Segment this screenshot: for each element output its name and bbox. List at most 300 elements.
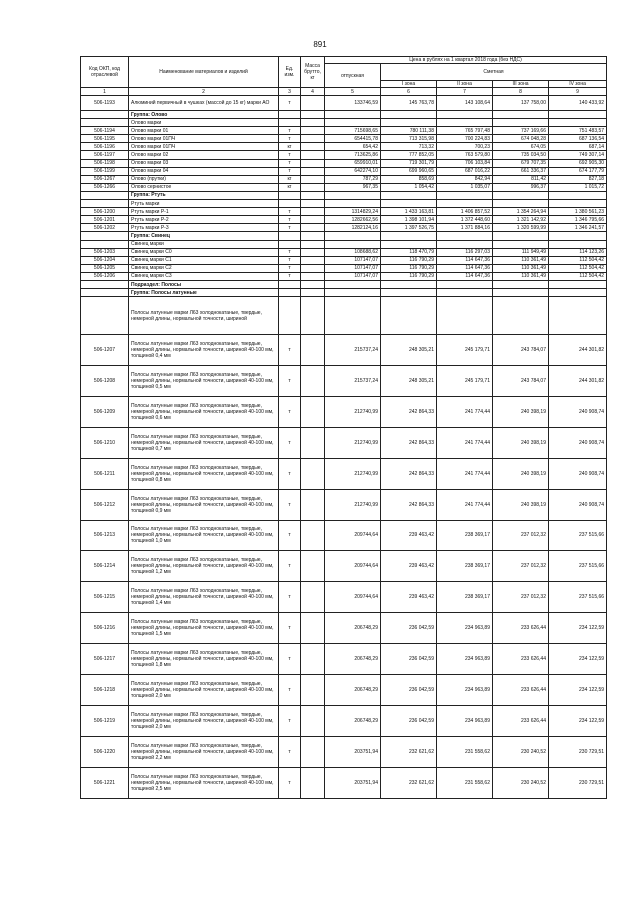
cell-release: 206748,29	[325, 644, 381, 675]
cell-mass	[301, 167, 325, 175]
column-number: 6	[381, 88, 437, 96]
cell-zone-2: 238 369,17	[437, 520, 493, 551]
cell-mass	[301, 151, 325, 159]
cell-zone-1: 239 463,42	[381, 582, 437, 613]
cell-unit: т	[279, 167, 301, 175]
cell-zone-1: 248 305,21	[381, 366, 437, 397]
cell-zone-3: 110 361,49	[493, 272, 549, 280]
table-row	[81, 175, 607, 183]
cell-empty	[301, 280, 325, 288]
cell-zone-1: 242 864,33	[381, 427, 437, 458]
cell-empty	[301, 200, 325, 208]
cell-code: 506-1208	[81, 366, 129, 397]
cell-empty	[549, 111, 607, 119]
cell-code	[81, 200, 129, 208]
table-row	[81, 335, 607, 366]
cell-mass	[301, 127, 325, 135]
table-row	[81, 644, 607, 675]
cell-name: Ртуть марки Р-2	[129, 216, 279, 224]
cell-zone-3: 735 034,50	[493, 151, 549, 159]
cell-zone-2: 241 774,44	[437, 427, 493, 458]
cell-unit: т	[279, 736, 301, 767]
cell-zone-4: 692 905,30	[549, 159, 607, 167]
cell-release: 1314829,24	[325, 208, 381, 216]
cell-zone-2: 245 179,71	[437, 335, 493, 366]
cell-zone-4: 112 504,42	[549, 264, 607, 272]
cell-empty	[381, 119, 437, 127]
cell-zone-1: 116 790,29	[381, 272, 437, 280]
cell-code: 506-1219	[81, 705, 129, 736]
cell-zone-2: 114 647,36	[437, 272, 493, 280]
cell-zone-4: 240 908,74	[549, 458, 607, 489]
cell-release: 659910,01	[325, 159, 381, 167]
cell-empty	[549, 297, 607, 335]
cell-zone-4: 112 504,42	[549, 272, 607, 280]
table-row	[81, 280, 607, 288]
cell-zone-1: 699 960,65	[381, 167, 437, 175]
cell-empty	[381, 191, 437, 199]
cell-empty	[493, 297, 549, 335]
cell-code: 506-1266	[81, 183, 129, 191]
cell-zone-1: 780 111,38	[381, 127, 437, 135]
cell-zone-1: 858,69	[381, 175, 437, 183]
cell-zone-2: 687 016,22	[437, 167, 493, 175]
cell-empty	[381, 280, 437, 288]
cell-zone-1: 719 301,79	[381, 159, 437, 167]
cell-code	[81, 119, 129, 127]
cell-code: 506-1267	[81, 175, 129, 183]
cell-empty	[325, 119, 381, 127]
cell-release: 108688,62	[325, 248, 381, 256]
table-row	[81, 551, 607, 582]
price-table	[80, 56, 607, 799]
cell-name: Полосы латунные марки Л63 холоднокатаные, твердые, немерной длины, нормальной точности, шириной 40-100 мм, толщиной 0,4 мм	[129, 335, 279, 366]
cell-empty	[549, 191, 607, 199]
cell-empty	[493, 119, 549, 127]
cell-unit: кг	[279, 143, 301, 151]
cell-empty	[301, 240, 325, 248]
table-row	[81, 200, 607, 208]
cell-zone-2: 234 963,89	[437, 674, 493, 705]
cell-empty	[437, 111, 493, 119]
cell-name: Олово марки 01ПЧ	[129, 143, 279, 151]
cell-zone-4: 140 433,92	[549, 96, 607, 111]
cell-zone-2: 114 647,36	[437, 264, 493, 272]
cell-release: 107147,07	[325, 256, 381, 264]
cell-mass	[301, 489, 325, 520]
cell-zone-1: 232 621,62	[381, 767, 437, 798]
column-number: 8	[493, 88, 549, 96]
cell-zone-1: 1 397 526,75	[381, 224, 437, 232]
cell-zone-3: 230 240,52	[493, 767, 549, 798]
cell-zone-2: 706 103,84	[437, 159, 493, 167]
table-row	[81, 767, 607, 798]
cell-empty	[301, 232, 325, 240]
cell-empty	[279, 111, 301, 119]
cell-unit: т	[279, 458, 301, 489]
cell-unit: т	[279, 489, 301, 520]
header-unit: Ед. изм.	[279, 57, 301, 88]
cell-unit: т	[279, 151, 301, 159]
table-row	[81, 736, 607, 767]
table-row	[81, 183, 607, 191]
cell-zone-1: 236 042,59	[381, 644, 437, 675]
table-row	[81, 613, 607, 644]
cell-release: 206748,29	[325, 613, 381, 644]
header-release: отпускная	[325, 64, 381, 88]
cell-zone-1: 242 864,33	[381, 396, 437, 427]
cell-zone-3: 233 626,44	[493, 674, 549, 705]
table-row	[81, 240, 607, 248]
cell-zone-3: 240 398,19	[493, 427, 549, 458]
cell-zone-3: 230 240,52	[493, 736, 549, 767]
cell-unit: т	[279, 396, 301, 427]
cell-release: 107147,07	[325, 264, 381, 272]
cell-empty	[437, 297, 493, 335]
cell-zone-4: 751 483,57	[549, 127, 607, 135]
cell-zone-3: 240 398,19	[493, 489, 549, 520]
cell-mass	[301, 143, 325, 151]
cell-code: 506-1217	[81, 644, 129, 675]
cell-zone-4: 112 504,42	[549, 256, 607, 264]
cell-unit: т	[279, 674, 301, 705]
cell-zone-2: 234 963,89	[437, 705, 493, 736]
cell-empty	[437, 289, 493, 297]
cell-code: 506-1209	[81, 396, 129, 427]
cell-code: 506-1221	[81, 767, 129, 798]
cell-name: Полосы латунные марки Л63 холоднокатаные, твердые, немерной длины, нормальной точности, шириной 40-100 мм, толщиной 1,8 мм	[129, 644, 279, 675]
header-name: Наименование материалов и изделий	[129, 57, 279, 88]
cell-code: 506-1210	[81, 427, 129, 458]
cell-zone-1: 145 763,78	[381, 96, 437, 111]
cell-code: 506-1211	[81, 458, 129, 489]
cell-name: Алюминий первичный в чушках (массой до 15 кг) марки АО	[129, 96, 279, 111]
column-number-row	[81, 88, 607, 96]
cell-mass	[301, 582, 325, 613]
table-row	[81, 297, 607, 335]
table-row	[81, 119, 607, 127]
cell-zone-4: 1 346 241,57	[549, 224, 607, 232]
table-row	[81, 224, 607, 232]
cell-zone-1: 1 054,42	[381, 183, 437, 191]
cell-name: Полосы латунные марки Л63 холоднокатаные, твердые, немерной длины, нормальной точности, шириной 40-100 мм, толщиной 2,2 мм	[129, 736, 279, 767]
cell-zone-1: 242 864,33	[381, 489, 437, 520]
cell-empty	[549, 280, 607, 288]
cell-empty	[437, 119, 493, 127]
table-row	[81, 191, 607, 199]
cell-empty	[381, 289, 437, 297]
cell-unit: т	[279, 135, 301, 143]
cell-mass	[301, 396, 325, 427]
cell-zone-1: 116 790,29	[381, 256, 437, 264]
cell-code: 506-1220	[81, 736, 129, 767]
cell-empty	[493, 200, 549, 208]
cell-zone-4: 234 122,59	[549, 644, 607, 675]
cell-empty	[325, 280, 381, 288]
subsection-heading: Подраздел: Полосы	[129, 280, 279, 288]
cell-unit: т	[279, 224, 301, 232]
cell-mass	[301, 272, 325, 280]
cell-code: 506-1196	[81, 143, 129, 151]
cell-zone-3: 661 336,37	[493, 167, 549, 175]
cell-code	[81, 280, 129, 288]
cell-code: 506-1205	[81, 264, 129, 272]
cell-zone-3: 679 707,35	[493, 159, 549, 167]
cell-mass	[301, 135, 325, 143]
cell-zone-4: 230 729,51	[549, 767, 607, 798]
page-number: 891	[313, 40, 327, 49]
cell-empty	[301, 111, 325, 119]
cell-empty	[549, 240, 607, 248]
cell-zone-2: 1 406 857,52	[437, 208, 493, 216]
header-zone-1: I зона	[381, 81, 437, 88]
cell-name: Полосы латунные марки Л63 холоднокатаные, твердые, немерной длины, нормальной точности, шириной 40-100 мм, толщиной 0,9 мм	[129, 489, 279, 520]
cell-mass	[301, 224, 325, 232]
cell-release: 215737,24	[325, 335, 381, 366]
cell-unit: т	[279, 264, 301, 272]
cell-zone-2: 763 579,80	[437, 151, 493, 159]
cell-release: 787,29	[325, 175, 381, 183]
cell-zone-3: 233 626,44	[493, 613, 549, 644]
cell-zone-2: 842,94	[437, 175, 493, 183]
cell-unit: т	[279, 366, 301, 397]
cell-code: 506-1216	[81, 613, 129, 644]
cell-zone-4: 240 908,74	[549, 427, 607, 458]
cell-zone-2: 765 797,48	[437, 127, 493, 135]
cell-zone-1: 236 042,59	[381, 705, 437, 736]
cell-zone-3: 110 361,49	[493, 256, 549, 264]
column-number: 1	[81, 88, 129, 96]
cell-empty	[381, 111, 437, 119]
cell-empty	[549, 232, 607, 240]
cell-zone-2: 114 647,36	[437, 256, 493, 264]
cell-empty	[279, 289, 301, 297]
cell-release: 654415,78	[325, 135, 381, 143]
cell-release: 107147,07	[325, 272, 381, 280]
cell-mass	[301, 216, 325, 224]
cell-zone-2: 1 371 884,16	[437, 224, 493, 232]
cell-zone-1: 239 463,42	[381, 551, 437, 582]
cell-name: Полосы латунные марки Л63 холоднокатаные, твердые, немерной длины, нормальной точности, шириной 40-100 мм, толщиной 0,5 мм	[129, 366, 279, 397]
group-heading: Группа: Свинец	[129, 232, 279, 240]
cell-mass	[301, 96, 325, 111]
cell-name: Олово марки 04	[129, 167, 279, 175]
cell-unit: т	[279, 613, 301, 644]
cell-mass	[301, 520, 325, 551]
cell-zone-2: 231 558,62	[437, 736, 493, 767]
table-row	[81, 582, 607, 613]
cell-empty	[381, 200, 437, 208]
cell-release: 212740,99	[325, 396, 381, 427]
table-row	[81, 674, 607, 705]
cell-zone-1: 232 621,62	[381, 736, 437, 767]
cell-zone-1: 236 042,59	[381, 674, 437, 705]
cell-zone-3: 811,42	[493, 175, 549, 183]
cell-zone-3: 237 012,32	[493, 582, 549, 613]
cell-zone-2: 700,23	[437, 143, 493, 151]
cell-mass	[301, 366, 325, 397]
cell-name: Ртуть марки Р-3	[129, 224, 279, 232]
cell-code: 506-1193	[81, 96, 129, 111]
cell-empty	[437, 232, 493, 240]
cell-zone-3: 233 626,44	[493, 705, 549, 736]
cell-name: Полосы латунные марки Л63 холоднокатаные, твердые, немерной длины, нормальной точности, шириной 40-100 мм, толщиной 1,4 мм	[129, 582, 279, 613]
cell-zone-4: 114 123,26	[549, 248, 607, 256]
cell-zone-2: 1 372 448,60	[437, 216, 493, 224]
cell-mass	[301, 335, 325, 366]
cell-release: 209744,64	[325, 551, 381, 582]
cell-empty	[325, 232, 381, 240]
cell-release: 967,35	[325, 183, 381, 191]
cell-zone-1: 239 463,42	[381, 520, 437, 551]
column-number: 4	[301, 88, 325, 96]
cell-unit: т	[279, 644, 301, 675]
cell-empty	[325, 240, 381, 248]
cell-zone-2: 1 035,07	[437, 183, 493, 191]
strip-lead-text: Полосы латунные марки Л63 холоднокатаные, твердые, немерной длины, нормальной точности, шириной	[129, 297, 279, 335]
cell-code: 506-1212	[81, 489, 129, 520]
cell-unit: т	[279, 96, 301, 111]
cell-name: Полосы латунные марки Л63 холоднокатаные, твердые, немерной длины, нормальной точности, шириной 40-100 мм, толщиной 0,8 мм	[129, 458, 279, 489]
table-row	[81, 248, 607, 256]
cell-empty	[493, 289, 549, 297]
cell-mass	[301, 427, 325, 458]
cell-release: 642274,10	[325, 167, 381, 175]
cell-empty	[301, 191, 325, 199]
cell-empty	[493, 232, 549, 240]
cell-empty	[549, 119, 607, 127]
cell-name: Олово марки 03	[129, 159, 279, 167]
cell-code: 506-1197	[81, 151, 129, 159]
cell-empty	[301, 297, 325, 335]
cell-name: Полосы латунные марки Л63 холоднокатаные, твердые, немерной длины, нормальной точности, шириной 40-100 мм, толщиной 1,2 мм	[129, 551, 279, 582]
cell-zone-2: 241 774,44	[437, 396, 493, 427]
table-row	[81, 96, 607, 111]
table-row	[81, 264, 607, 272]
cell-zone-3: 233 626,44	[493, 644, 549, 675]
cell-empty	[437, 240, 493, 248]
cell-release: 212740,99	[325, 427, 381, 458]
cell-unit: т	[279, 335, 301, 366]
cell-code: 506-1215	[81, 582, 129, 613]
cell-mass	[301, 767, 325, 798]
header-zone-2: II зона	[437, 81, 493, 88]
cell-zone-1: 242 864,33	[381, 458, 437, 489]
table-row	[81, 151, 607, 159]
cell-unit: т	[279, 767, 301, 798]
cell-empty	[493, 111, 549, 119]
cell-release: 212740,99	[325, 489, 381, 520]
cell-mass	[301, 705, 325, 736]
table-row	[81, 167, 607, 175]
cell-zone-4: 240 908,74	[549, 396, 607, 427]
cell-zone-3: 737 169,66	[493, 127, 549, 135]
cell-empty	[325, 297, 381, 335]
cell-release: 715698,65	[325, 127, 381, 135]
cell-release: 215737,24	[325, 366, 381, 397]
cell-zone-3: 110 361,49	[493, 264, 549, 272]
cell-code: 506-1207	[81, 335, 129, 366]
cell-empty	[381, 240, 437, 248]
table-row	[81, 427, 607, 458]
cell-zone-4: 674 177,79	[549, 167, 607, 175]
cell-empty	[325, 191, 381, 199]
cell-unit: т	[279, 551, 301, 582]
cell-zone-2: 245 179,71	[437, 366, 493, 397]
header-code: Код ОКП, код отраслевой	[81, 57, 129, 88]
header-zone-3: III зона	[493, 81, 549, 88]
cell-zone-3: 1 354 264,94	[493, 208, 549, 216]
group-heading: Группа: Полосы латунные	[129, 289, 279, 297]
cell-code: 506-1218	[81, 674, 129, 705]
table-row	[81, 272, 607, 280]
cell-release: 212740,99	[325, 458, 381, 489]
cell-zone-4: 1 015,72	[549, 183, 607, 191]
cell-zone-2: 234 963,89	[437, 613, 493, 644]
table-row	[81, 143, 607, 151]
cell-release: 203751,94	[325, 736, 381, 767]
cell-mass	[301, 644, 325, 675]
cell-release: 206748,29	[325, 705, 381, 736]
table-row	[81, 256, 607, 264]
cell-zone-2: 238 369,17	[437, 551, 493, 582]
cell-code: 506-1201	[81, 216, 129, 224]
cell-release: 209744,64	[325, 582, 381, 613]
cell-empty	[301, 119, 325, 127]
cell-name: Свинец марки С1	[129, 256, 279, 264]
cell-zone-3: 237 012,32	[493, 520, 549, 551]
cell-unit: т	[279, 216, 301, 224]
cell-empty	[493, 191, 549, 199]
table-row	[81, 111, 607, 119]
cell-name: Полосы латунные марки Л63 холоднокатаные, твердые, немерной длины, нормальной точности, шириной 40-100 мм, толщиной 0,7 мм	[129, 427, 279, 458]
cell-unit: т	[279, 427, 301, 458]
cell-unit: т	[279, 127, 301, 135]
cell-zone-4: 237 515,66	[549, 520, 607, 551]
cell-zone-4: 687,14	[549, 143, 607, 151]
cell-release: 654,42	[325, 143, 381, 151]
table-row	[81, 489, 607, 520]
cell-mass	[301, 551, 325, 582]
cell-empty	[325, 111, 381, 119]
cell-mass	[301, 248, 325, 256]
cell-code: 506-1199	[81, 167, 129, 175]
cell-unit: т	[279, 248, 301, 256]
cell-empty	[549, 289, 607, 297]
cell-zone-1: 236 042,59	[381, 613, 437, 644]
cell-code	[81, 111, 129, 119]
cell-zone-1: 116 790,29	[381, 264, 437, 272]
table-row	[81, 208, 607, 216]
cell-empty	[279, 119, 301, 127]
cell-zone-3: 240 398,19	[493, 396, 549, 427]
cell-empty	[279, 200, 301, 208]
subgroup-heading: Свинец марки	[129, 240, 279, 248]
cell-code: 506-1198	[81, 159, 129, 167]
column-number: 3	[279, 88, 301, 96]
cell-unit: т	[279, 582, 301, 613]
cell-name: Полосы латунные марки Л63 холоднокатаные, твердые, немерной длины, нормальной точности, шириной 40-100 мм, толщиной 1,5 мм	[129, 613, 279, 644]
cell-empty	[493, 240, 549, 248]
cell-name: Олово сернистое	[129, 183, 279, 191]
cell-zone-4: 237 515,66	[549, 551, 607, 582]
cell-unit: т	[279, 208, 301, 216]
cell-zone-1: 777 852,05	[381, 151, 437, 159]
column-number: 2	[129, 88, 279, 96]
cell-name: Олово (прутки)	[129, 175, 279, 183]
cell-code: 506-1204	[81, 256, 129, 264]
cell-zone-4: 244 301,82	[549, 335, 607, 366]
